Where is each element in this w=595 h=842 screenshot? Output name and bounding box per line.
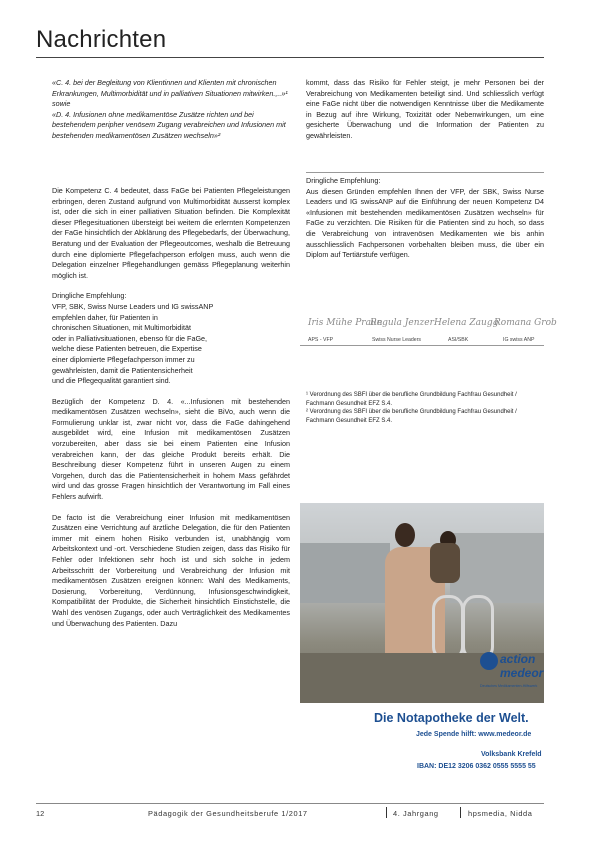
recommendation-2-title: Dringliche Empfehlung: xyxy=(306,176,381,185)
recommendation-1 xyxy=(52,291,290,386)
paragraph-competence-c4: Die Kompetenz C. 4 bedeutet, dass FaGe bei Patienten Pflegeleistungen erbringen, deren Zustand aufgrund von Multimorbidität äusserst komplex ist, oder die sich in einer palliativen Situation befinden. Die Komplexität dieser Pflegesituationen übersteigt bei weitem die erlernten Kompetenzen der FaGe hinsichtlich der Abklärung des Pflegebedarfs, der Überwachung, Beratung und der Evaluation der Pflegeoutcomes, weshalb die Betreuung durch eine diplomierte Pflegefachperson erfolgen muss, auch wenn die Delegation einzelner Pflegehandlungen gemäss Pflegeplanung weiterhin möglich ist. xyxy=(52,186,290,280)
recommendation-1-title: Dringliche Empfehlung: xyxy=(52,291,127,301)
child-body-shape xyxy=(430,543,460,583)
tent-shape xyxy=(300,543,390,603)
ad-slogan: Jede Spende hilft: www.medeor.de xyxy=(416,731,532,738)
right-column xyxy=(306,78,544,152)
signature-line xyxy=(300,345,544,346)
ad-text-block xyxy=(300,703,544,783)
ad-iban: IBAN: DE12 3206 0362 0555 5555 55 xyxy=(417,763,536,770)
intro-quote-d4: «D. 4. Infusionen ohne medikamentöse Zusätze richten und bei bestehendem peripher venösem Zugang verabreichen und Infusionen mit bestehenden medikamentösen Zusätzen wechseln»² xyxy=(52,109,286,140)
ad-bank: Volksbank Krefeld xyxy=(481,751,542,758)
recommendation-1-line: gewährleisten, damit die Patientensicherheit xyxy=(52,365,193,375)
signature-org: IG swiss ANP xyxy=(503,337,535,343)
intro-quote-c4: «C. 4. bei der Begleitung von Klientinnen und Klienten mit chronischen Erkrankungen, Multimorbidität und in palliativen Situationen mitwirken.,..»¹ sowie xyxy=(52,78,288,109)
tent-shape xyxy=(450,533,544,603)
recommendation-1-line: VFP, SBK, Swiss Nurse Leaders und IG swissANP xyxy=(52,301,214,311)
ad-headline: Die Notapotheke der Welt. xyxy=(374,711,529,725)
paragraph-competence-d4: Bezüglich der Kompetenz D. 4. «...Infusionen mit bestehenden medikamentösen Zusätzen wechseln», sieht die BiVo, auch wenn die Formulierung unklar ist, zwar nicht vor, dass die FaGe dahingehend ausgebildet wird, eine Infusion mit medikamentösen Zusätzen vorzubereiten, aber dass sie bei einem Patienten eine Infusion verabreichen kann, der das gleiche Produkt bereits erhält. Die Beschreibung dieser Kompetenz führt in unseren Augen zu einem Vorgehen, durch das die Patientensicherheit in hohem Mass gefährdet wird und das grosse Fragen hinsichtlich der Verantwortung im Fall eines Fehlers aufwirft. xyxy=(52,396,290,502)
footer-separator xyxy=(386,807,387,818)
section-rule xyxy=(306,172,544,173)
publisher: hpsmedia, Nidda xyxy=(468,809,533,818)
woman-head-shape xyxy=(395,523,415,547)
journal-year: 4. Jahrgang xyxy=(393,809,439,818)
footnotes xyxy=(306,391,544,425)
logo-text-top: action xyxy=(500,652,536,666)
signature-org: Swiss Nurse Leaders xyxy=(372,337,422,343)
signature-sbk: Helena Zaugg xyxy=(434,318,499,328)
signature-vfp: Iris Mühe Praun xyxy=(308,318,383,328)
signature-org: ASI/SBK xyxy=(448,337,469,343)
signature-snl: Regula Jenzer xyxy=(370,318,434,328)
signature-org: APS - VFP xyxy=(308,337,334,343)
footer-separator xyxy=(460,807,461,818)
action-medeor-logo xyxy=(478,648,542,700)
page-number: 12 xyxy=(36,809,45,818)
paragraph-continuation: kommt, dass das Risiko für Fehler steigt, je mehr Personen bei der Verabreichung von Medikamenten beteiligt sind. Und schliesslich verfügt eine FaGe nicht über die notwendigen Kenntnisse über die Medikamente in Bezug auf ihre Wirkung, Toxizität oder Nebenwirkungen, um eine gesicherte Überwachung und die Information der Patienten zu gewährleisten. xyxy=(306,78,544,140)
recommendation-1-line: welche diese Patienten betreuen, die Expertise xyxy=(52,344,202,354)
journal-name: Pädagogik der Gesundheitsberufe 1/2017 xyxy=(148,809,308,818)
title-rule xyxy=(36,57,544,58)
recommendation-2-text: Aus diesen Gründen empfehlen Ihnen der VFP, der SBK, Swiss Nurse Leaders und IG swissANP auf die Einführung der neuen Kompetenz D4 «Infusionen mit bestehenden medikamentösen Zusätzen wechseln» für FaGe zu verzichten. Die Risiken für die Patienten sind zu hoch, so dass die Verabreichung von intravenösen Medikamenten wie bis anhin ausschliesslich Fachpersonen vorbehalten bleiben muss, die über ein Diplom auf Tertiärstufe verfügen. xyxy=(306,186,544,260)
recommendation-1-line: und die Pflegequalität garantiert sind. xyxy=(52,376,171,386)
paragraph-risk: De facto ist die Verabreichung einer Infusion mit medikamentösen Zusätzen eine Verrichtung auf ärztliche Delegation, die für den Patienten immer mit einem hohen Risiko verbunden ist, unabhängig vom Arbeitskontext und -ort. Verschiedene Studien zeigen, dass das Risiko für Fehler oder Infektionen sehr hoch ist und sich solche in jedem Arbeitsschritt der Vorbereitung und Verabreichung der Infusion mit medikamentösen Zusätzen ereignen können: Wahl des Medikaments, Dosierung, Vorbereitung, Verdünnung, Infusionsgeschwindigkeit, Kompatibilität der Produkte, die Sicherheit hinsichtlich Einstichstelle, die Wahl des venösen Zugangs, oder auch Verträglichkeit des Medikamentes und Überwachung des Patienten. Dazu xyxy=(52,512,290,628)
globe-icon xyxy=(480,652,498,670)
recommendation-1-line: oder in Palliativsituationen, ebenso für die FaGe, xyxy=(52,333,208,343)
recommendation-1-line: empfehlen daher, für Patienten in xyxy=(52,312,158,322)
signature-anp: Romana Grob xyxy=(494,318,557,328)
jerrycan-loop-shape xyxy=(432,595,464,661)
left-column xyxy=(52,78,290,152)
recommendation-2 xyxy=(306,176,544,261)
logo-text-bottom: medeor xyxy=(500,666,544,680)
page-title: Nachrichten xyxy=(36,26,167,53)
recommendation-1-line: einer diplomierte Pflegefachperson immer zu xyxy=(52,354,195,364)
footer-rule xyxy=(36,803,544,804)
recommendation-1-line: chronischen Situationen, mit Multimorbidität xyxy=(52,323,192,333)
footnote-1: ¹ Verordnung des SBFI über die berufliche Grundbildung Fachfrau Gesundheit / Fachmann Gesundheit EFZ S.4. xyxy=(306,392,517,407)
footnote-2: ² Verordnung des SBFI über die berufliche Grundbildung Fachfrau Gesundheit / Fachmann Gesundheit EFZ S.4. xyxy=(306,409,517,424)
logo-tagline: Deutsches Medikamenten-Hilfswerk xyxy=(480,684,538,688)
left-column-body xyxy=(52,186,290,639)
